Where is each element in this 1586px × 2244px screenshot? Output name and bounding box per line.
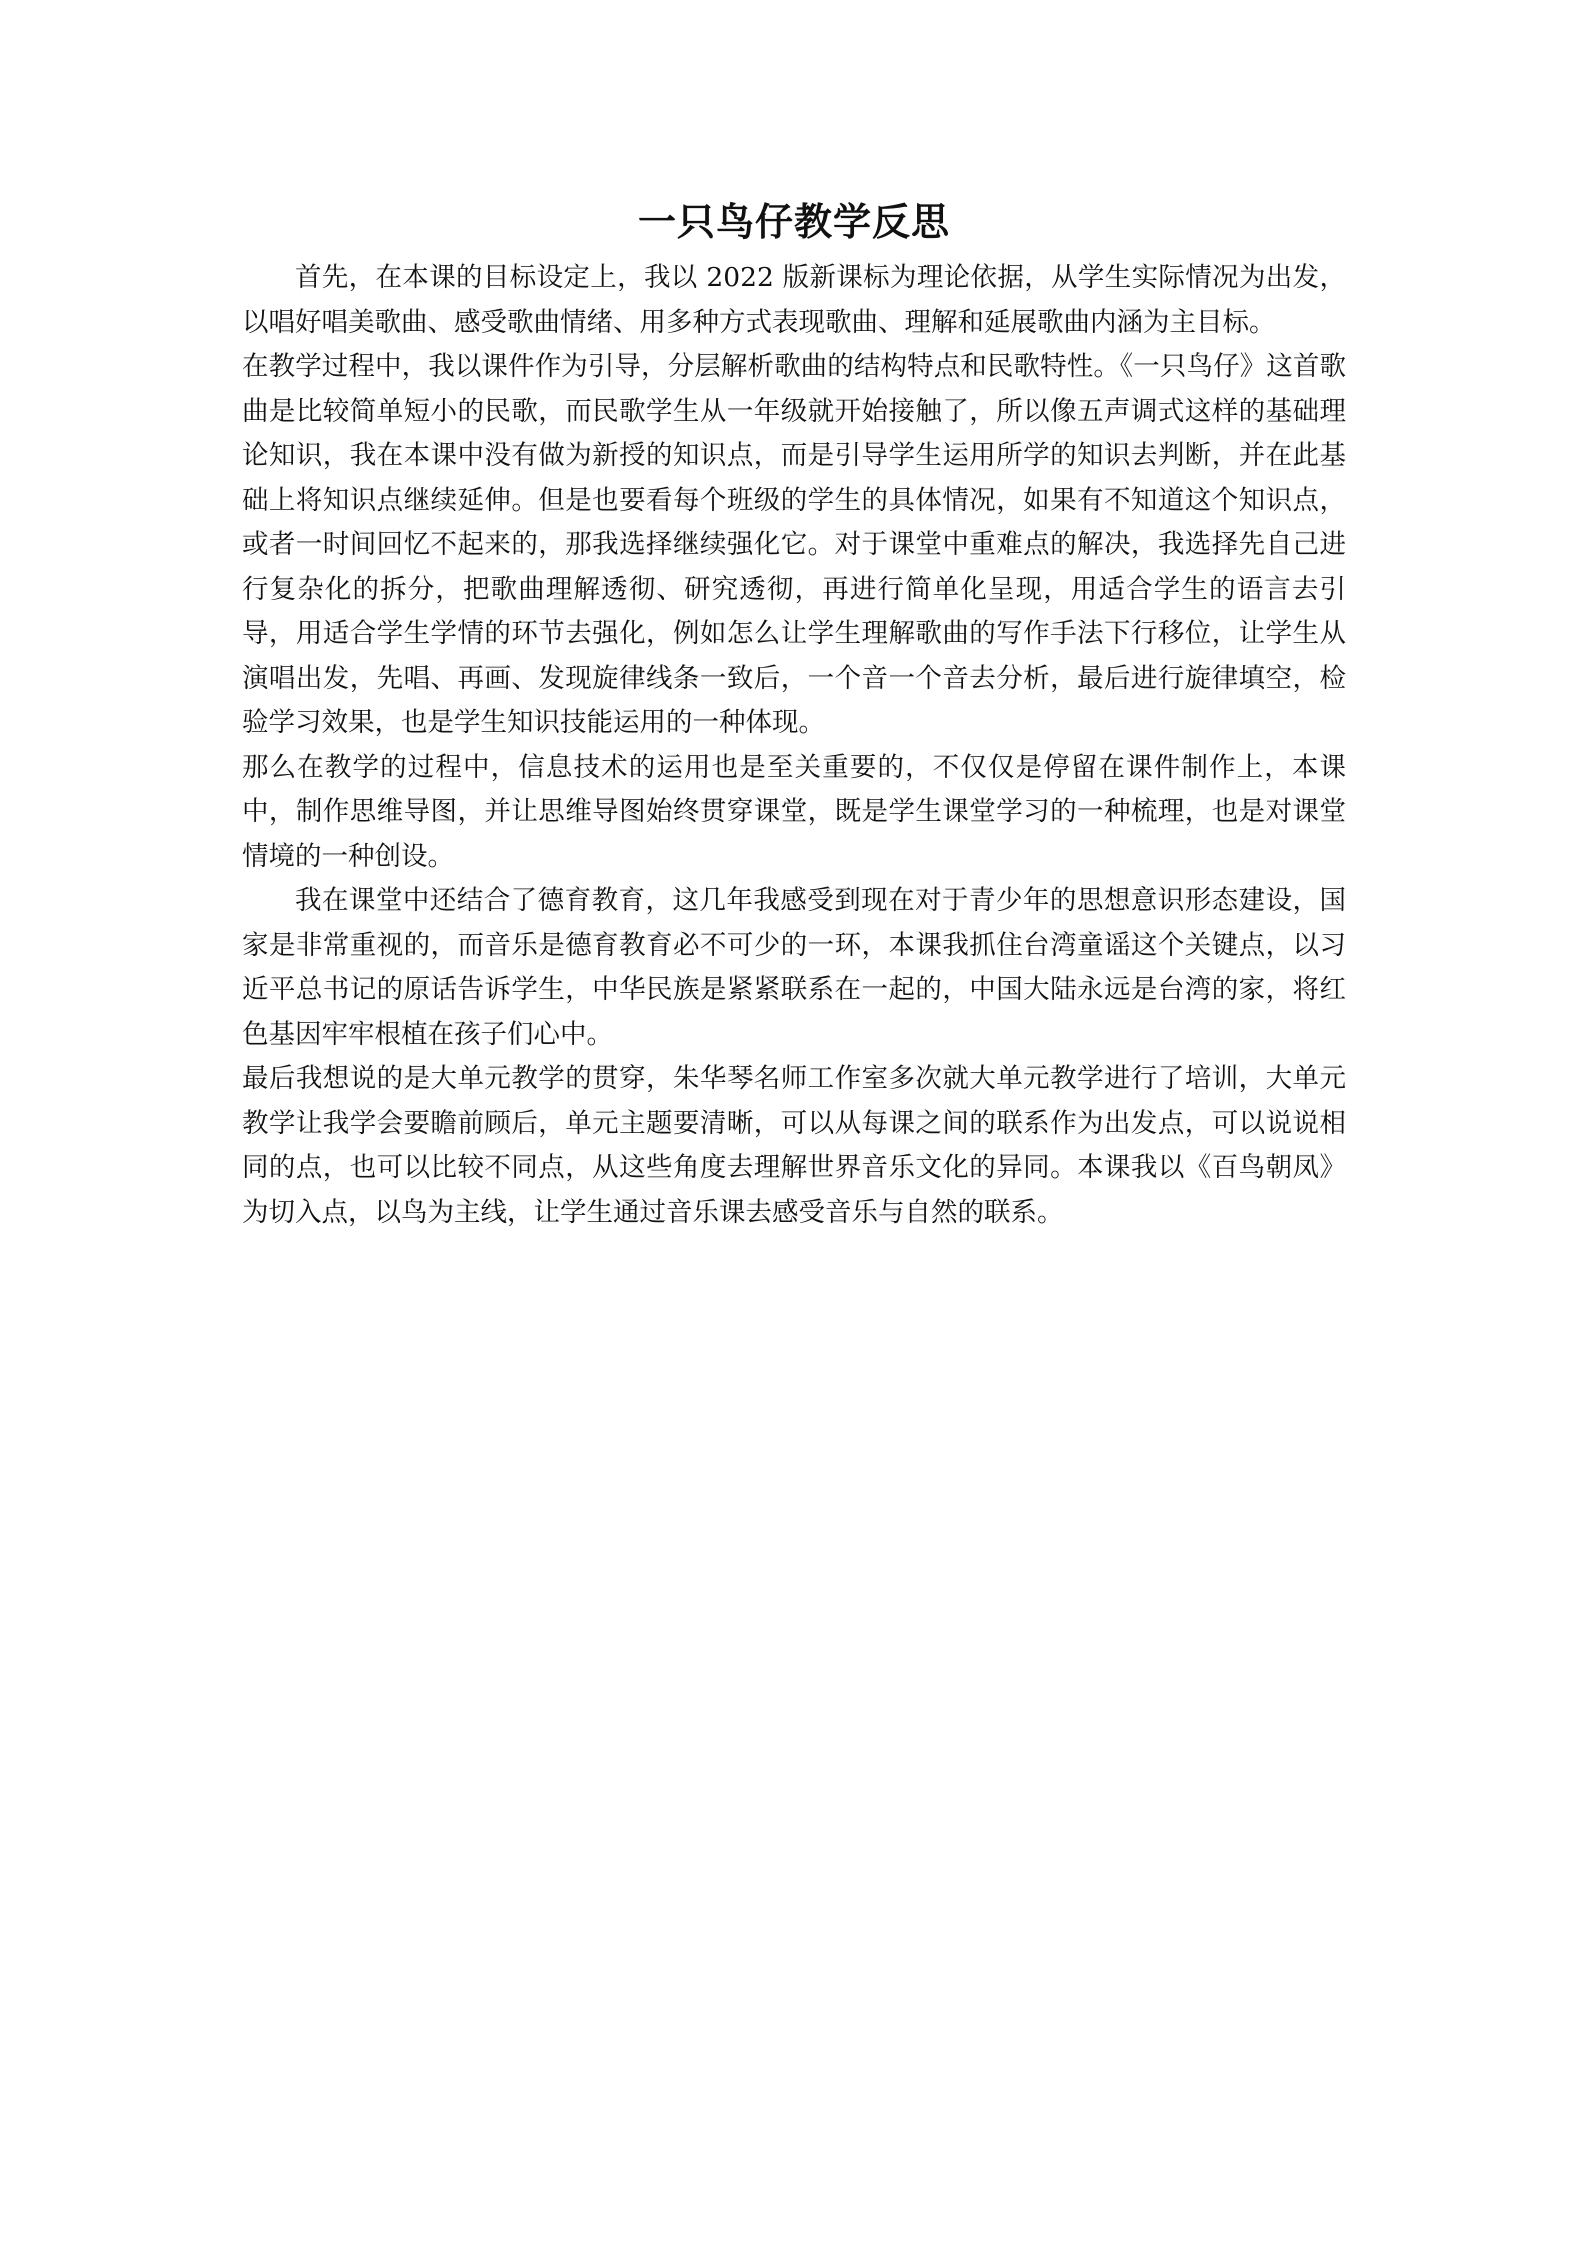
paragraph-moral-education: 我在课堂中还结合了德育教育，这几年我感受到现在对于青少年的思想意识形态建设，国家是非常重视的，而音乐是德育教育必不可少的一环，本课我抓住台湾童谣这个关键点，以习近平总书记的原话告诉学生，中华民族是紧紧联系在一起的，中国大陆永远是台湾的家，将红色基因牢牢根植在孩子们心中。 bbox=[242, 885, 1346, 1050]
paragraph-teaching-process: 在教学过程中，我以课件作为引导，分层解析歌曲的结构特点和民歌特性。《一只鸟仔》这首歌曲是比较简单短小的民歌，而民歌学生从一年级就开始接触了，所以像五声调式这样的基础理论知识，我在本课中没有做为新授的知识点，而是引导学生运用所学的知识去判断，并在此基础上将知识点继续延伸。但是也要看每个班级的学生的具体情况，如果有不知道这个知识点，或者一时间回忆不起来的，那我选择继续强化它。对于课堂中重难点的解决，我选择先自己进行复杂化的拆分，把歌曲理解透彻、研究透彻，再进行简单化呈现，用适合学生的语言去引导，用适合学生学情的环节去强化，例如怎么让学生理解歌曲的写作手法下行移位，让学生从演唱出发，先唱、再画、发现旋律线条一致后，一个音一个音去分析，最后进行旋律填空，检验学习效果，也是学生知识技能运用的一种体现。 bbox=[242, 351, 1346, 738]
paragraph-objectives: 首先，在本课的目标设定上，我以 2022 版新课标为理论依据，从学生实际情况为出发，以唱好唱美歌曲、感受歌曲情绪、用多种方式表现歌曲、理解和延展歌曲内涵为主目标。 bbox=[242, 262, 1346, 338]
paragraph-large-unit-teaching: 最后我想说的是大单元教学的贯穿，朱华琴名师工作室多次就大单元教学进行了培训，大单元教学让我学会要瞻前顾后，单元主题要清晰，可以从每课之间的联系作为出发点，可以说说相同的点，也可以比较不同点，从这些角度去理解世界音乐文化的异同。本课我以《百鸟朝凤》为切入点，以鸟为主线，让学生通过音乐课去感受音乐与自然的联系。 bbox=[242, 1063, 1346, 1228]
paragraph-information-technology: 那么在教学的过程中，信息技术的运用也是至关重要的，不仅仅是停留在课件制作上，本课中，制作思维导图，并让思维导图始终贯穿课堂，既是学生课堂学习的一种梳理，也是对课堂情境的一种创设。 bbox=[242, 751, 1346, 872]
document-title: 一只鸟仔教学反思 bbox=[637, 199, 950, 244]
document-body bbox=[242, 190, 1346, 1235]
